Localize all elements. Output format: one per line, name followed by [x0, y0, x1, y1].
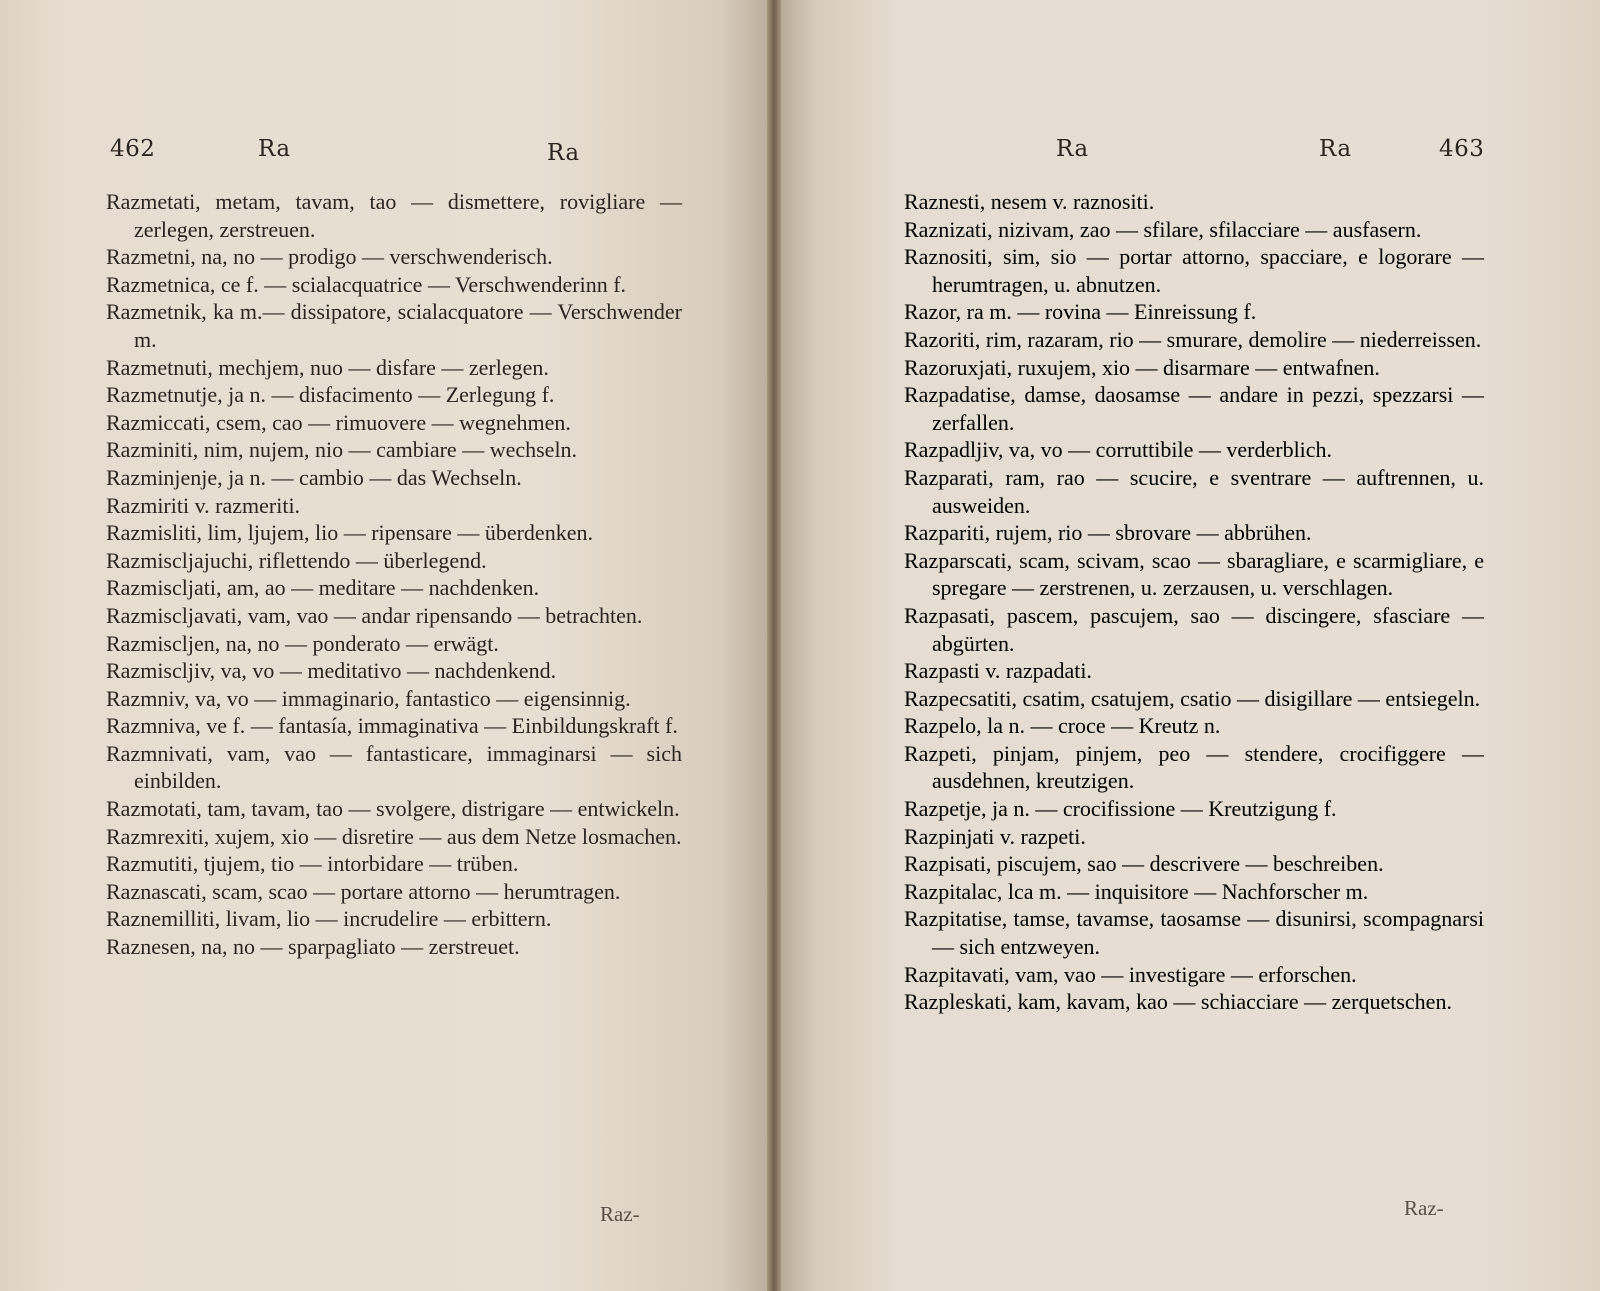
- dictionary-entry: Razmetnutje, ja n. — disfacimento — Zerlegung f.: [106, 382, 555, 408]
- dictionary-entry: Raznemilliti, livam, lio — incrudelire — erbittern.: [106, 906, 552, 932]
- dictionary-entry: Razmiscljajuchi, riflettendo — überlegend.: [106, 547, 487, 573]
- dictionary-entry: Razminiti, nim, nujem, nio — cambiare — wechseln.: [106, 437, 578, 463]
- dictionary-entry: Razmetnica, ce f. — scialacquatrice — Verschwenderinn f.: [106, 271, 627, 297]
- dictionary-entry: Razpadatise, damse, daosamse — andare in pezzi, spezzarsi — zerfallen.: [904, 382, 1484, 435]
- left-header-running-head-1: Ra: [258, 136, 291, 162]
- right-header-running-head-2: Ra: [1319, 136, 1352, 162]
- dictionary-entry: Razpasati, pascem, pascujem, sao — discingere, sfasciare — abgürten.: [904, 602, 1484, 656]
- dictionary-entry: Razpariti, rujem, rio — sbrovare — abbrühen.: [904, 520, 1312, 546]
- dictionary-entry: Razoruxjati, ruxujem, xio — disarmare — entwafnen.: [904, 354, 1380, 380]
- dictionary-entry: Razmiscljen, na, no — ponderato — erwägt.: [106, 630, 499, 656]
- dictionary-entry: Razpitalac, lca m. — inquisitore — Nachforscher m.: [904, 878, 1369, 904]
- dictionary-entry: Razpitatise, tamse, tavamse, taosamse — disunirsi, scompagnarsi — sich entzweyen.: [904, 906, 1484, 960]
- catchword-right: Raz-: [1404, 1196, 1444, 1220]
- dictionary-entry: Razmiscljavati, vam, vao — andar ripensando — betrachten.: [106, 602, 643, 628]
- dictionary-entry: Razmiscljati, am, ao — meditare — nachdenken.: [106, 575, 540, 601]
- dictionary-entry: Razmetati, metam, tavam, tao — dismettere, rovigliare — zerlegen, zerstreuen.: [106, 189, 682, 242]
- dictionary-entry: Raznizati, nizivam, zao — sfilare, sfilacciare — ausfasern.: [904, 216, 1422, 242]
- dictionary-entry: Raznascati, scam, scao — portare attorno — herumtragen.: [106, 878, 621, 904]
- dictionary-entry: Raznesen, na, no — sparpagliato — zerstreuet.: [106, 934, 520, 960]
- dictionary-entry: Razmiscljiv, va, vo — meditativo — nachdenkend.: [106, 658, 557, 684]
- dictionary-entry: Razpadljiv, va, vo — corruttibile — verderblich.: [904, 437, 1333, 463]
- dictionary-entry: Razmetnuti, mechjem, nuo — disfare — zerlegen.: [106, 354, 549, 380]
- left-page: [0, 0, 774, 1291]
- dictionary-entry: Razmutiti, tjujem, tio — intorbidare — trüben.: [106, 851, 519, 877]
- dictionary-entry: Razmiriti v. razmeriti.: [106, 492, 301, 518]
- dictionary-entry: Razpeti, pinjam, pinjem, peo — stendere, crocifiggere — ausdehnen, kreutzigen.: [904, 740, 1484, 794]
- catchword-left: Raz-: [600, 1202, 640, 1226]
- dictionary-entry: Raznesti, nesem v. raznositi.: [904, 189, 1155, 214]
- dictionary-entry: Razmniva, ve f. — fantasía, immaginativa — Einbildungskraft f.: [106, 713, 678, 739]
- dictionary-entry: Razpetje, ja n. — crocifissione — Kreutzigung f.: [904, 796, 1337, 822]
- dictionary-entry: Razmiccati, csem, cao — rimuovere — wegnehmen.: [106, 409, 571, 435]
- dictionary-entry: Razmetnik, ka m.— dissipatore, scialacquatore — Verschwender m.: [106, 299, 682, 352]
- right-entries-list: [904, 188, 1484, 1016]
- dictionary-entry: Razparati, ram, rao — scucire, e sventrare — auftrennen, u. ausweiden.: [904, 464, 1484, 518]
- dictionary-entry: Razpinjati v. razpeti.: [904, 823, 1086, 849]
- book-gutter: [767, 0, 781, 1291]
- dictionary-entry: Razmrexiti, xujem, xio — disretire — aus dem Netze losmachen.: [106, 823, 682, 849]
- page-number-right: 463: [1439, 136, 1485, 162]
- dictionary-entry: Razmetni, na, no — prodigo — verschwenderisch.: [106, 244, 553, 270]
- dictionary-entry: Razmisliti, lim, ljujem, lio — ripensare — überdenken.: [106, 520, 593, 546]
- dictionary-entry: Raznositi, sim, sio — portar attorno, spacciare, e logorare — herumtragen, u. abnutzen.: [904, 244, 1484, 297]
- dictionary-entry: Razor, ra m. — rovina — Einreissung f.: [904, 299, 1257, 325]
- dictionary-entry: Razminjenje, ja n. — cambio — das Wechseln.: [106, 464, 522, 490]
- page-number-left: 462: [110, 136, 156, 162]
- dictionary-entry: Razpisati, piscujem, sao — descrivere — beschreiben.: [904, 851, 1384, 877]
- dictionary-entry: Razpitavati, vam, vao — investigare — erforschen.: [904, 961, 1357, 987]
- dictionary-entry: Razmotati, tam, tavam, tao — svolgere, distrigare — entwickeln.: [106, 796, 680, 822]
- dictionary-entry: Razpelo, la n. — croce — Kreutz n.: [904, 713, 1221, 739]
- dictionary-entry: Razmnivati, vam, vao — fantasticare, immaginarsi — sich einbilden.: [106, 740, 682, 794]
- dictionary-entry: Razpleskati, kam, kavam, kao — schiacciare — zerquetschen.: [904, 989, 1452, 1015]
- dictionary-entry: Razoriti, rim, razaram, rio — smurare, demolire — niederreissen.: [904, 326, 1482, 352]
- dictionary-entry: Razpasti v. razpadati.: [904, 658, 1092, 684]
- left-header-running-head-2: Ra: [547, 140, 580, 166]
- right-header-running-head-1: Ra: [1056, 136, 1089, 162]
- left-entries-list: [106, 188, 682, 961]
- dictionary-entry: Razpecsatiti, csatim, csatujem, csatio — disigillare — entsiegeln.: [904, 685, 1481, 711]
- dictionary-entry: Razmniv, va, vo — immaginario, fantastico — eigensinnig.: [106, 685, 631, 711]
- dictionary-entry: Razparscati, scam, scivam, scao — sbaragliare, e scarmigliare, e spregare — zerstrenen, u. zerzausen, u. verschlagen.: [904, 547, 1484, 601]
